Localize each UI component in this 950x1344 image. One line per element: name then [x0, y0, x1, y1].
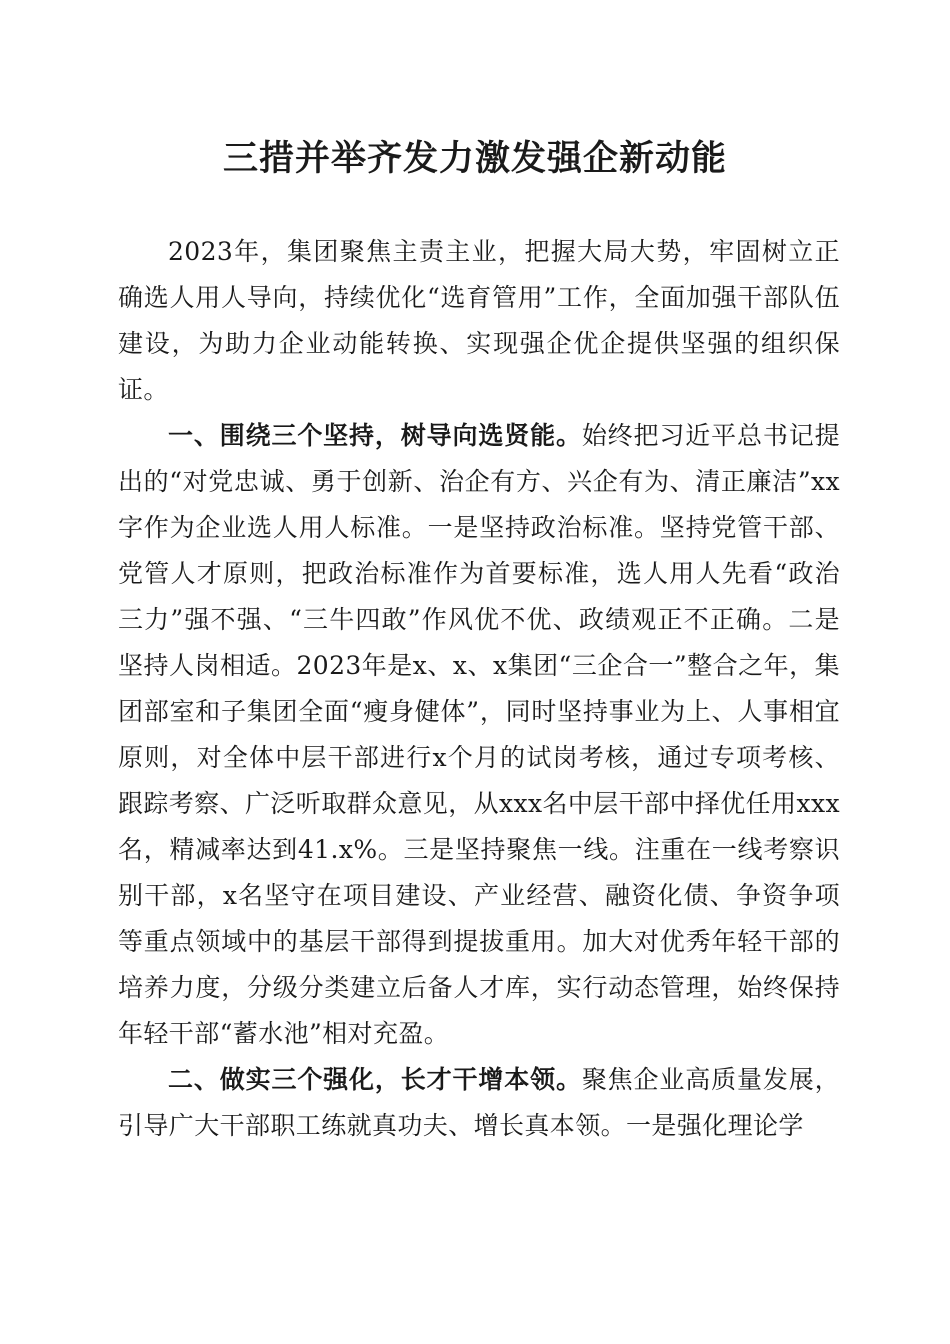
paragraph-text: 始终把习近平总书记提出的“对党忠诚、勇于创新、治企有方、兴企有为、清正廉洁”xx字作为企业选人用人标准。一是坚持政治标准。坚持党管干部、党管人才原则，把政治标准作为首要标准，选人用人先看“政治三力”强不强、“三牛四敢”作风优不优、政绩观正不正确。二是坚持人岗相适。2023年是x、x、x集团“三企合一”整合之年，集团部室和子集团全面“瘦身健体”，同时坚持事业为上、人事相宜原则，对全体中层干部进行x个月的试岗考核，通过专项考核、跟踪考察、广泛听取群众意见，从xxx名中层干部中择优任用xxx名，精减率达到41.x%。三是坚持聚焦一线。注重在一线考察识别干部，x名坚守在项目建设、产业经营、融资化债、争资争项等重点领域中的基层干部得到提拔重用。加大对优秀年轻干部的培养力度，分级分类建立后备人才库，实行动态管理，始终保持年轻干部“蓄水池”相对充盈。 [118, 421, 840, 1048]
paragraph-text: 聚焦企业高质量发展，引导广大干部职工练就真功夫、增长真本领。一是强化理论学 [118, 1065, 840, 1140]
document-body [118, 229, 840, 1149]
section-one-paragraph [118, 413, 840, 1057]
section-two-paragraph [118, 1057, 840, 1149]
section-heading: 二、做实三个强化，长才干增本领。 [168, 1065, 582, 1094]
paragraph-text: 2023年，集团聚焦主责主业，把握大局大势，牢固树立正确选人用人导向，持续优化“选育管用”工作，全面加强干部队伍建设，为助力企业动能转换、实现强企优企提供坚强的组织保证。 [118, 237, 840, 404]
document-title: 三措并举齐发力激发强企新动能 [222, 138, 727, 179]
intro-paragraph [118, 229, 840, 413]
section-heading: 一、围绕三个坚持，树导向选贤能。 [168, 421, 582, 450]
